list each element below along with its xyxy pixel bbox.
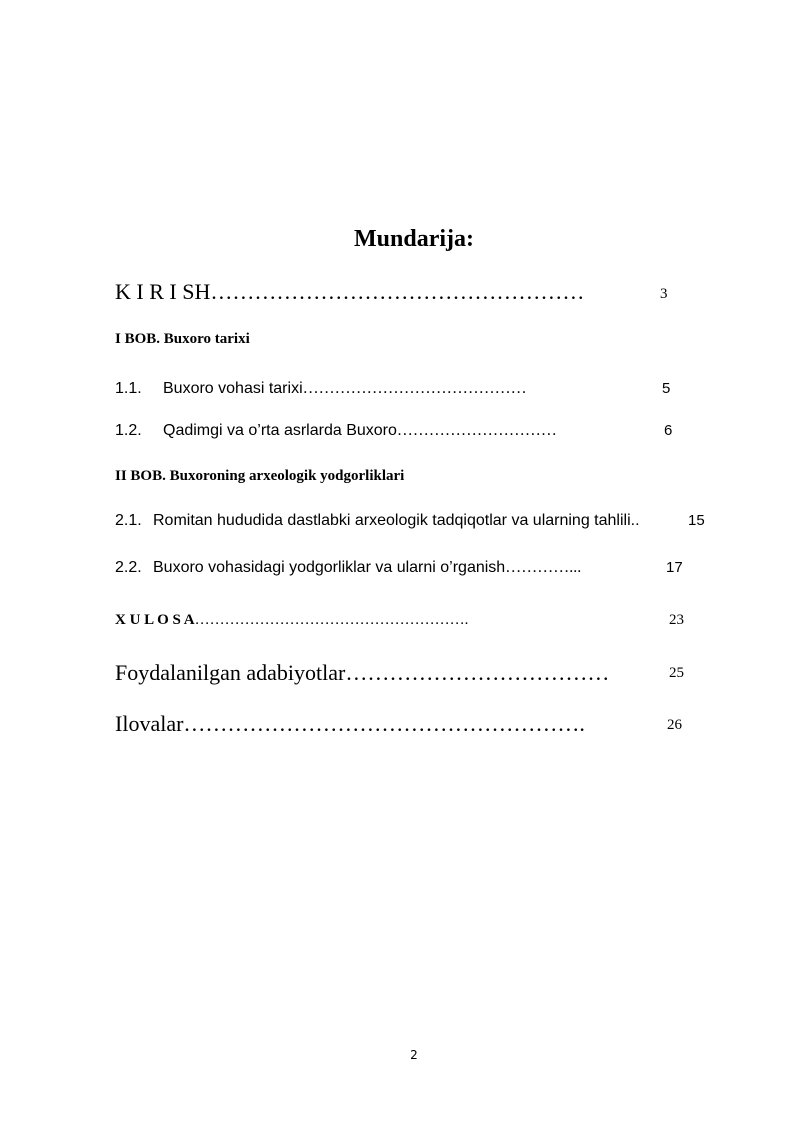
toc-page-number: 25 [669,665,684,681]
toc-page-number: 17 [666,559,683,576]
toc-entry-xulosa [115,612,468,629]
toc-leader-dots: …………... [505,559,582,576]
toc-entry-appendices [115,711,585,737]
toc-section-number: 2.2. [115,559,142,576]
toc-leader-dots: ………………………………………………. [194,612,469,628]
toc-section-number: 2.1. [115,512,142,529]
toc-leader-dots: ………………………… [396,422,557,439]
toc-title: Mundarija: [354,226,474,252]
toc-leader-dots: …………………………………… [302,380,527,397]
toc-page-number: 5 [662,380,671,397]
toc-page-number: 15 [688,512,705,529]
toc-page-number: 23 [669,612,684,628]
toc-entry-kirish [115,279,584,305]
toc-entry-text: Foydalanilgan adabiyotlar [115,660,346,685]
toc-leader-dots: …………………………………………… [210,279,585,304]
toc-page-number: 26 [667,717,682,733]
toc-entry-references [115,660,609,686]
toc-entry-2-2 [115,559,581,577]
toc-entry-text: Buxoro vohasidagi yodgorliklar va ularni o’rganish [153,559,506,576]
toc-entry-text: Ilovalar [115,711,184,736]
toc-section-number: 1.1. [115,380,142,397]
toc-entry-text: Romitan hududida dastlabki arxeologik tadqiqotlar va ularning tahlili.. [153,512,640,529]
page-number: 2 [410,1048,418,1062]
toc-page-number: 6 [664,422,673,439]
toc-entry-text: X U L O S A [115,612,195,628]
toc-entry-text: K I R I SH [115,279,211,304]
toc-entry-1-1 [115,380,527,398]
toc-entry-1-2 [115,422,557,440]
toc-page-number: 3 [660,286,668,302]
toc-entry-2-1 [115,512,640,530]
toc-entry-text: Qadimgi va o’rta asrlarda Buxoro [163,422,397,439]
toc-section-number: 1.2. [115,422,142,439]
toc-chapter-1-heading: I BOB. Buxoro tarixi [115,331,250,347]
toc-leader-dots: ………………………………………………. [183,711,585,736]
toc-entry-text: Buxoro vohasi tarixi [163,380,303,397]
toc-leader-dots: ……………………………… [345,660,610,685]
toc-chapter-2-heading: II BOB. Buxoroning arxeologik yodgorliklari [115,468,405,484]
